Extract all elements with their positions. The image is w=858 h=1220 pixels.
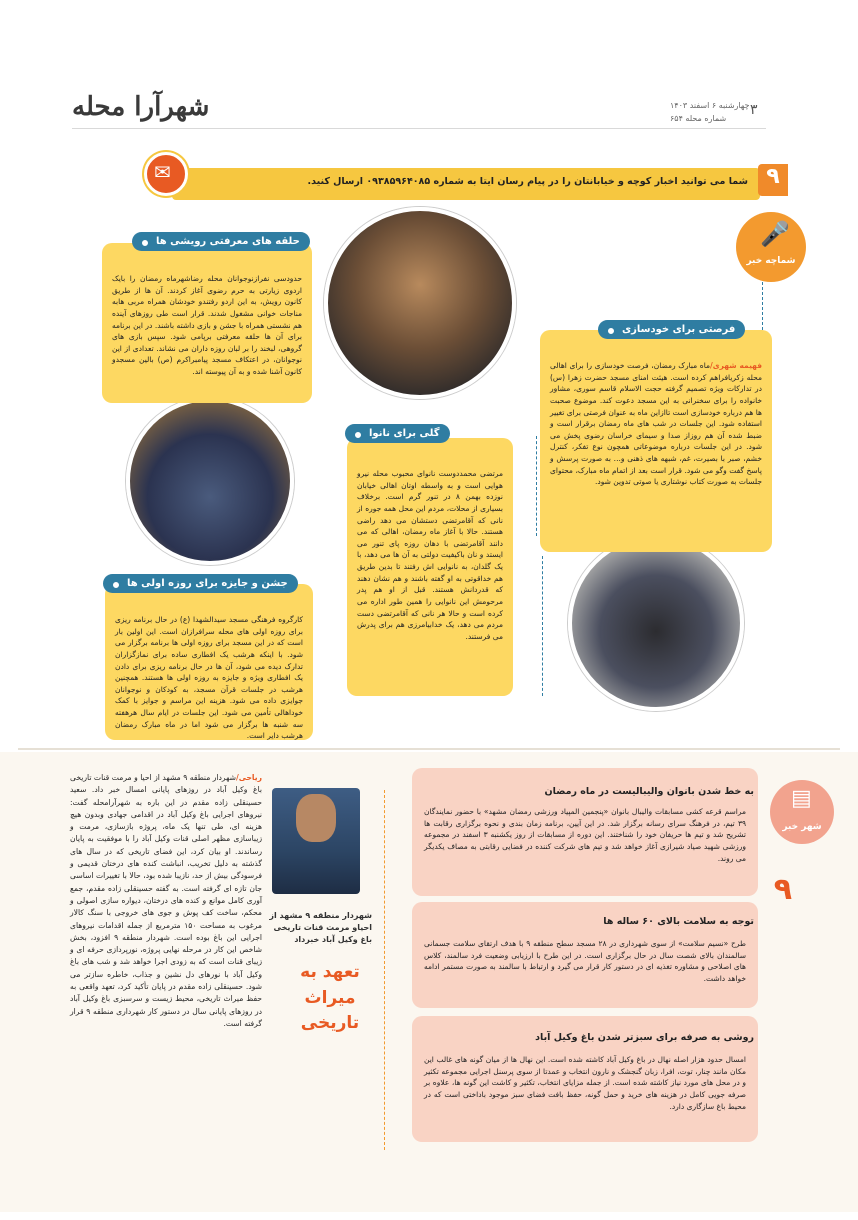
section-label: شهر خبر	[782, 822, 822, 832]
photo-teens-shrine	[126, 397, 294, 565]
article-body: مرتضی محمددوست نانوای محبوب محله نیرو هوایی است و به واسطه اوتان اهالی خیابان نوزده بهمن ۸ در تنور گرم است. برخلاف بسیاری از محلات، مردم این محل همه جوره از نانی که آقامرتضی دستشان می دهد راضی هستند. حالا با آغاز ماه رمضان، اهالی که می دانند آقامرتضی با دهان روزه پای تنور می ایستد و نان باکیفیت دولتی به آن ها می دهد، با یک گلدان، به نانوایی اش رفتند تا بدین طریق هم خداقوتی به او گفته باشند و هم نشان دهند که قدردانش هستند. قبل از او هم پدر مرحومش این نانوایی را همین طور اداره می کرده است و حالا هر نانی که آقامرتضی دست مردم می دهد، یک خدابیامرزی هم برای پدرش می فرستند.	[357, 469, 504, 641]
article-title	[132, 232, 310, 251]
section-label: شماچه خبر	[746, 256, 796, 266]
article-title	[598, 320, 745, 339]
header-rule	[72, 128, 766, 129]
feature-body-text: شهردار منطقه ۹ مشهد از احیا و مرمت قنات تاریخی باغ وکیل آباد در روزهای پایانی امسال خبر داد. سعید حسینقلی زاده مقدم در این باره به شهرآرامحله گفت: نیروهای اجرایی باغ وکیل آباد در اقدامی جهادی وبدون هیچ هزینه ای، طی تنها یک ماه، پروژه بازسازی، مرمت و زیباسازی مظهر اصلی قنات وکیل آباد را با موفقیت به پایان رساندند. او بیان کرد، این فضای تاریخی که در سال های گذشته به دلیل تخریب، انباشت کنده های درختان قدیمی و فرسودگی بیش از حد، نازیبا شده بود، حالا با تغییرات اساسی جان تازه ای گرفته است. به گفته حسینقلی زاده مقدم، جمع آوری کامل موانع و کنده های درختان، دیواره سازی اصولی و محکم، ساخت کف پوش و جوی های خروجی با سنگ کالار مرغوب به مساحت ۱۵۰ مترمربع از جمله اقدامات نیروهای اجرایی این باغ بوده است. شهردار منطقه ۹ افزود، بخش شاخص این کار در مرحله نهایی پروژه، نورپردازی حرفه ای و زیبای قنات است که به زودی اجرا خواهد شد و شب های باغ وکیل آباد با نورهای دل نشین و جذاب، خاطره سازتر می شود. حسینقلی زاده مقدم در پایان تأکید کرد، تعهد واقعی به حفظ میراث تاریخی، محیط زیست و سرسبزی باغ وکیل آباد در روزهای پایانی سال در دستور کار شهرداری منطقه ۹ قرار گرفته است.	[70, 773, 262, 1028]
news-title: توجه به سلامت بالای ۶۰ ساله ها	[603, 916, 754, 927]
bullet-icon	[353, 430, 363, 440]
feature-body	[70, 772, 262, 1030]
avatar	[296, 794, 336, 842]
article-title	[345, 424, 450, 443]
article-body: حدودسی نفرازنوجوانان محله رضاشهرماه رمضان را بایک اردوی زیارتی به حرم رضوی آغاز کردند. آن ها از طریق کانون رویش، به این اردو رفتندو خودشان همراه مربی هابه مناجات خوانی مشغول شدند. قرار است طی روزهای آینده هم نشستی همراه با جشن و بازی داشته باشند. در این برنامه برای آن ها حلقه معرفتی برپامی شود. سپس بازی های گروهی، لبخند را بر لبان روزه داران می نشاند. تعدادی از این نوجوانان، در اعتکاف مسجد پیامبراکرم (ص) بالین مسجدو کانون آشنا شده و به آن پیوسته اند.	[112, 274, 302, 376]
date-line: چهارشنبه ۶ اسفند ۱۴۰۳	[670, 101, 750, 110]
edition-line: شماره محله ۶۵۴	[670, 114, 727, 123]
article-card	[102, 243, 312, 403]
newspaper-icon: ▤	[791, 786, 812, 811]
photo-mosque-lecture	[568, 535, 744, 711]
bullet-icon	[111, 580, 121, 590]
connector-line	[536, 436, 537, 536]
photo-caption: شهردار منطقه ۹ مشهد از احیاو مرمت قنات تاریخی باغ وکیل آباد خبرداد	[269, 911, 372, 944]
article-title	[103, 574, 298, 593]
section-divider	[18, 748, 840, 750]
microphone-icon: 🎤	[760, 220, 790, 248]
article-title-text: گلی برای نانوا	[369, 428, 440, 439]
connector-line	[762, 282, 763, 330]
article-body	[550, 360, 762, 488]
district-badge: ۹	[773, 872, 792, 907]
article-card	[540, 330, 772, 552]
news-title: روشی به صرفه برای سبزتر شدن باغ وکیل آباد	[535, 1032, 754, 1043]
chat-bubble-icon: ✉	[154, 160, 171, 184]
connector-line	[542, 556, 543, 696]
article-card	[347, 438, 513, 696]
connector-line	[384, 790, 385, 1150]
feature-headline: تعهد به میراث تاریخی	[300, 962, 360, 1033]
article-title-text: فرصتی برای خودسازی	[622, 324, 736, 335]
news-body: امسال حدود هزار اصله نهال در باغ وکیل آباد کاشته شده است. این نهال ها از میان گونه های غالب این مکان مانند چنار، توت، افرا، زبان گنجشک و نارون انتخاب و عمدتا از سوی پرسنل اجرایی مجموعه تکثیر و در محل های مورد نیاز کاشته شده است. از جمله مزایای انتخاب، تکثیر و کاشت این گونه ها، علاوه بر صرفه جویی کامل در هزینه های خرید و حمل گونه، حفظ بافت فضای سبز موجود باداختی است که در محیط باغ سازگاری دارد.	[424, 1055, 746, 1111]
article-body-text: ماه مبارک رمضان، فرصت خودسازی را برای اهالی محله زکریافراهم کرده است. هیئت امنای مسجد حضرت زهرا (س) در تدارکات ویژه تصمیم گرفته حجت الاسلام قاسم سوری، مشاور خانواده را برای سخنرانی به این مسجد دعوت کند. موضوع صحبت ها هم درباره خودسازی است تاازاین ماه به عنوان فرصتی برای تغییر استفاده شود. این جلسات در شب های ماه رمضان برقرار است و ضبط شده آن هم روزاز صدا و سیمای خراسان رضوی پخش می شود. در این جلسات درباره موضوعاتی همچون نوع تفکر، کنترل خشم، صبر با بصیرت، غم، شبهه های ذهنی و... به صورت پرسش و پاسخ گفت وگو می شود. قرار است بعد از اتمام ماه مبارک، محتوای جلسات به صورت کتاب نوشتاری یا صوتی تدوین شود.	[550, 361, 762, 487]
byline: فهیمه شهری/	[710, 361, 762, 370]
district-badge: ۹	[758, 164, 788, 196]
news-body: مراسم قرعه کشی مسابقات والیبال بانوان «پنجمین المپیاد ورزشی رمضان مشهد» با حضور نمایندگان ۳۹ تیم، در فرهنگ سرای رسانه برگزار شد. در این آیین، برنامه زمان بندی و نحوه برگزاری رقابت ها تشریح شد و تیم ها حریفان خود را شناختند. این دوره از مسابقات از روز یکشنبه ۳ اسفند در مجموعه ورزشی شهید صیاد شیرازی آغاز خواهد شد و تیم های شرکت کننده در فضایی رقابتی به مصاف یکدیگر می روند.	[424, 807, 746, 863]
byline: ریاحی/	[235, 773, 262, 782]
bullet-icon	[140, 238, 150, 248]
sms-text: شما می توانید اخبار کوچه و خیابانتان را در پیام رسان ایتا به شماره ۰۹۳۸۵۹۶۴۰۸۵ ارسال کنید.	[307, 176, 748, 187]
article-card	[105, 584, 313, 740]
article-title-text: جشن و جایزه برای روزه اولی ها	[127, 578, 288, 589]
bullet-icon	[606, 326, 616, 336]
article-title-text: حلقه های معرفتی رویشی ها	[156, 236, 300, 247]
masthead-logo: شهرآرا محله	[72, 92, 210, 122]
article-body: کارگروه فرهنگی مسجد سیدالشهدا (ع) در حال برنامه ریزی برای روزه اولی های محله سرافرازان است. این اولین بار است که در این مسجد برای روزه اولی ها برنامه برگزار می شود. با اینکه هرشب یک افطاری ساده برای نمازگزاران تدارک دیده می شود، آن ها در حال برنامه ریزی برای دادن یک افطاری ویژه و جایزه به روزه اولی ها هستند. همچنین هرشب در جلسات قرآن مسجد، به کودکان و نوجوانان جوایزی داده می شود. هزینه این مراسم و جوایز با کمک خوداهالی تأمین می شود. این جلسات در ایام سال هرهفته سه شنبه ها برگزار می شود اما در ماه مبارک رمضان هرشب دایر است.	[115, 615, 303, 741]
news-body: طرح «نسیم سلامت» از سوی شهرداری در ۲۸ مسجد سطح منطقه ۹ با هدف ارتقای سلامت جسمانی سالمندان بالای شصت سال در حال برگزاری است. در این طرح با ارزیابی وضعیت فرد سالمند، کلاس های اصلاحی و مشاوره تغذیه ای در دستور کار قرار می گیرد و ارتباط با سالمند به صورت مستمر ادامه خواهد داشت.	[424, 939, 746, 983]
page-number: ۳	[750, 102, 758, 118]
photo-bakery	[324, 207, 516, 399]
news-title: به خط شدن بانوان والیبالیست در ماه رمضان	[544, 786, 754, 797]
